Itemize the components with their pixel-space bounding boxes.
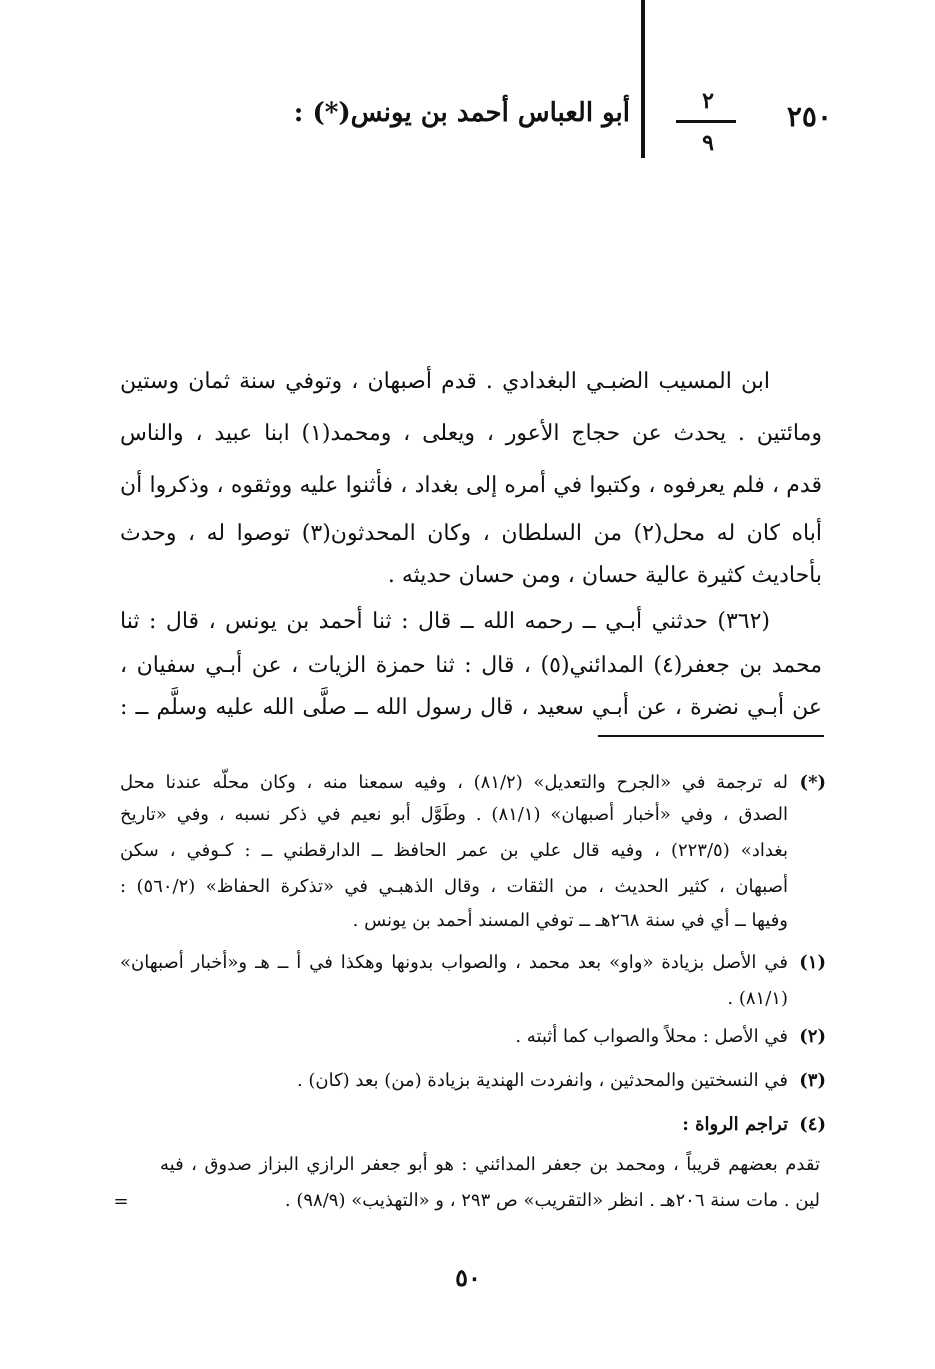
- body-line: ومائتين . يحدث عن حجاج الأعور ، ويعلى ، ومحمد(١) ابنا عبيد ، والناس: [120, 421, 822, 446]
- footnote-line: أصبهان ، كثير الحديث ، من الثقات ، وقال الذهبـي في «تذكرة الحفاظ» (٥٦٠/٢) :: [120, 876, 788, 897]
- footnote-separator: [598, 735, 824, 737]
- fraction-numerator: ٢: [702, 88, 714, 114]
- footnote-line: في النسختين والمحدثين ، وانفردت الهندية بزيادة (من) بعد (كان) .: [296, 1070, 788, 1091]
- body-line: محمد بن جعفر(٤) المدائني(٥) ، قال : ثنا حمزة الزيات ، عن أبـي سفيان ،: [120, 653, 822, 678]
- body-line: قدم ، فلم يعرفوه ، وكتبوا في أمره إلى بغداد ، فأثنوا عليه ووثقوه ، وذكروا أن: [120, 473, 822, 498]
- fraction-bar: [676, 120, 736, 123]
- footnote-marker: (*): [799, 772, 826, 793]
- continuation-mark: =: [113, 1191, 129, 1212]
- header-vertical-rule: [641, 0, 645, 158]
- body-line: عن أبـي نضرة ، عن أبـي سعيد ، قال رسول الله ــ صلَّى الله عليه وسلَّم ــ :: [120, 695, 822, 720]
- footnote-line: الصدق ، وفي «أخبار أصبهان» (٨١/١) . وطَوَّل أبو نعيم في ذكر نسبه ، وفي «تاريخ: [120, 804, 788, 825]
- footnote-marker: (٢): [799, 1026, 826, 1047]
- page-number: ٥٠: [455, 1263, 481, 1292]
- body-line: بأحاديث كثيرة عالية حسان ، ومن حسان حديثه .: [387, 563, 822, 588]
- body-line: ابن المسيب الضبـي البغدادي . قدم أصبهان ، وتوفي سنة ثمان وستين: [120, 369, 770, 394]
- footnote-heading: تراجم الرواة :: [682, 1114, 788, 1135]
- fraction-denominator: ٩: [702, 130, 714, 156]
- footnote-line: وفيها ــ أي في سنة ٢٦٨هـ ــ توفي المسند أحمد بن يونس .: [352, 910, 788, 931]
- footnote-line: تقدم بعضهم قريباً ، ومحمد بن جعفر المدائني : هو أبو جعفر الرازي البزاز صدوق ، فيه: [160, 1154, 820, 1175]
- body-line: أباه كان له محل(٢) من السلطان ، وكان المحدثون(٣) توصوا له ، وحدث: [120, 521, 822, 546]
- body-line: (٣٦٢) حدثني أبـي ــ رحمه الله ــ قال : ثنا أحمد بن يونس ، قال : ثنا: [120, 609, 770, 634]
- footnote-line: له ترجمة في «الجرح والتعديل» (٨١/٢) ، وفيه سمعنا منه ، وكان محلّه عندنا محل: [120, 772, 788, 793]
- entry-title: أبو العباس أحمد بن يونس(*) :: [293, 98, 630, 128]
- footnote-line: في الأصل : محلاً والصواب كما أثبته .: [515, 1026, 788, 1047]
- footnote-line: بغداد» (٢٢٣/٥) ، وفيه قال علي بن عمر الحافظ ــ الدارقطني ــ : كـوفي ، سكن: [120, 840, 788, 861]
- footnote-line: (٨١/١) .: [727, 988, 788, 1009]
- footnote-line: في الأصل بزيادة «واو» بعد محمد ، والصواب بدونها وهكذا في أ ــ هـ و«أخبار أصبهان»: [120, 952, 788, 973]
- footnote-marker: (١): [799, 952, 826, 973]
- footnote-marker: (٣): [799, 1070, 826, 1091]
- footnote-line: لين . مات سنة ٢٠٦هـ . انظر «التقريب» ص ٢٩٣ ، و «التهذيب» (٩٨/٩) .: [284, 1190, 820, 1211]
- entry-number: ٢٥٠: [786, 100, 832, 133]
- footnote-marker: (٤): [799, 1114, 826, 1135]
